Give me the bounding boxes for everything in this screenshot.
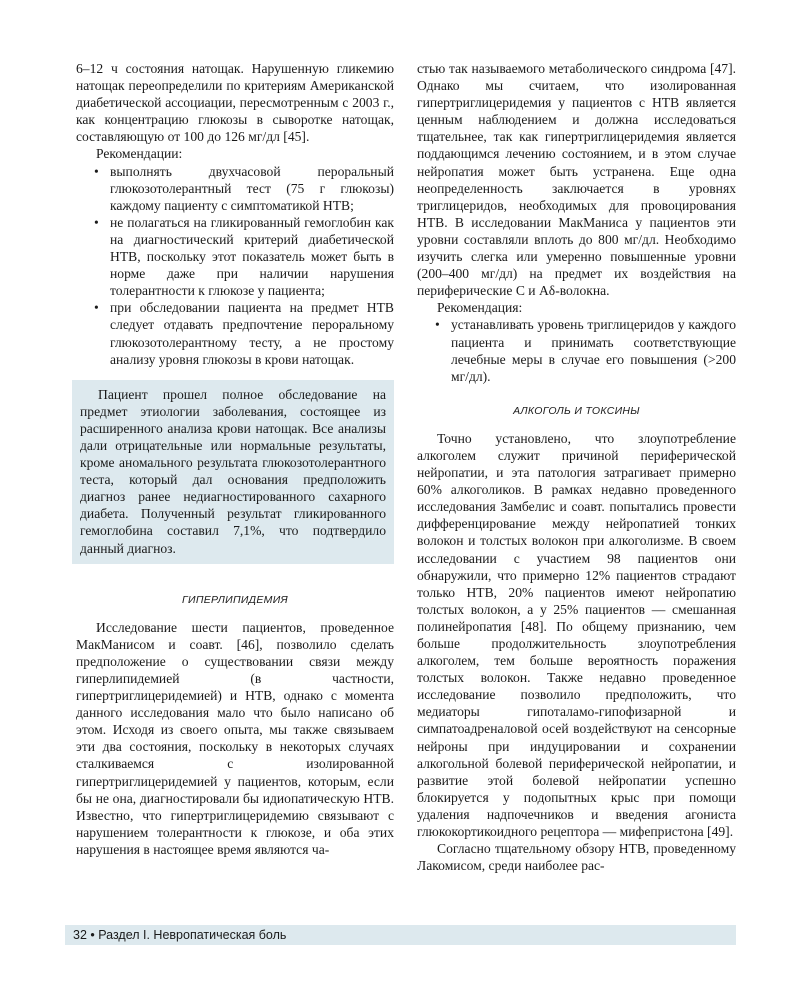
paragraph: Точно установлено, что злоупотребление алкоголем служит причиной периферической нейропатии, и эта патология затрагивает примерно 60% алкоголиков. В рамках недавно проведенного исследования Замбелис и соавт. попытались провести дифференцирование между нейропатией тонких волокон и толстых волокон при алкоголизме. В своем исследовании с участием 98 пациентов они обнаружили, что примерно 12% пациентов страдают только НТВ, 20% пациентов имеют нейропатию толстых волокон, а у 25% пациентов — смешанная полинейропатия [48]. По общему признанию, чем больше продолжительность злоупотребления алкоголем, тем больше вероятность поражения толстых волокон. Также недавно проведенное исследование позволило предположить, что медиаторы гипоталамо-гипофизарной и симпатоадреналовой осей воздействуют на сенсорные нейроны при индуцировании и сохранении алкогольной болевой периферической нейропатии, и развитие этой болевой нейропатии успешно блокируется у подопытных крыс при помощи удаления надпочечников и введения агониста глюкокортикоидного рецептора — мифепристона [49]. (417, 430, 736, 840)
bullet-icon: • (435, 317, 440, 333)
recommendations-list (76, 163, 394, 368)
footer-bar (65, 925, 736, 945)
page-footer: 32 • Раздел I. Невропатическая боль (73, 928, 287, 942)
list-item (76, 299, 394, 367)
right-column (417, 60, 736, 874)
list-item-text: не полагаться на гликированный гемоглобин как на диагностический критерий диабетической НТВ, поскольку этот показатель может быть в норме даже при наличии нарушения толерантности к глюкозе у пациента; (110, 214, 394, 299)
list-item (417, 316, 736, 384)
list-item (76, 214, 394, 299)
recommendation-label: Рекомендация: (437, 300, 523, 316)
section-heading-alcohol: АЛКОГОЛЬ И ТОКСИНЫ (513, 404, 640, 417)
list-item (76, 163, 394, 214)
case-box (72, 380, 394, 564)
recommendation-list (417, 316, 736, 384)
bullet-icon: • (94, 163, 99, 179)
left-column (76, 60, 394, 858)
paragraph: Исследование шести пациентов, проведенное МакМанисом и соавт. [46], позволило сделать предположение о существовании связи между гиперлипидемией (в частности, гипертриглицеридемией) и НТВ, однако с момента данного исследования мало что было написано об этом. Исходя из своего опыта, мы также связываем эти два состояния, поскольку в некоторых случаях сталкиваемся с изолированной гипертриглицеридемией у пациентов, которым, если бы не она, диагностировали бы идиопатическую НТВ. Известно, что гипертриглицеридемию связывают с нарушением толерантности к глюкозе, и оба этих нарушения в настоящее время являются ча- (76, 619, 394, 857)
list-item-text: при обследовании пациента на предмет НТВ следует отдавать предпочтение пероральному глюкозотолерантному тесту, а не простому анализу уровня глюкозы в крови натощак. (110, 300, 394, 367)
paragraph: Согласно тщательному обзору НТВ, проведенному Лакомисом, среди наиболее рас- (417, 841, 736, 874)
list-item-text: устанавливать уровень триглицеридов у каждого пациента и принимать соответствующие лечебные меры в случае его повышения (>200 мг/дл). (451, 317, 736, 384)
section-heading-hyperlipidemia: ГИПЕРЛИПИДЕМИЯ (182, 593, 288, 606)
bullet-icon: • (94, 214, 99, 230)
case-box-text: Пациент прошел полное обследование на предмет этиологии заболевания, состоящее из расширенного анализа крови натощак. Все анализы дали отрицательные или нормальные результаты, кроме аномального результата глюкозотолерантного теста, который дал основания предположить диагноз ранее недиагностированного сахарного диабета. Полученный результат гликированного гемоглобина составил 7,1%, что подтвердило данный диагноз. (80, 386, 386, 556)
list-item-text: выполнять двухчасовой пероральный глюкозотолерантный тест (75 г глюкозы) каждому пациенту с симптоматикой НТВ; (110, 163, 394, 213)
recommendations-label: Рекомендации: (96, 146, 183, 162)
paragraph: стью так называемого метаболического синдрома [47]. Однако мы считаем, что изолированная гипертриглицеридемия у пациентов с НТВ является ценным наблюдением и должна исследоваться тщательнее, так как гипертриглицеридемия является поддающимся лечению состоянием, и в этом случае нейропатия может быть устранена. Еще одна неопределенность заключается в уровнях триглицеридов, необходимых для провоцирования НТВ. В исследовании МакМаниса у пациентов эти уровни составляли вплоть до 800 мг/дл. Необходимо изучить слегка или умеренно повышенные уровни (200–400 мг/дл) на предмет их воздействия на периферические С и Аδ-волокна. (417, 61, 736, 299)
paragraph: 6–12 ч состояния натощак. Нарушенную гликемию натощак переопределили по критериям Американской диабетической ассоциации, пересмотренным с 2003 г., как концентрацию глюкозы в сыворотке натощак, составляющую от 100 до 126 мг/дл [45]. (76, 61, 394, 145)
bullet-icon: • (94, 300, 99, 316)
